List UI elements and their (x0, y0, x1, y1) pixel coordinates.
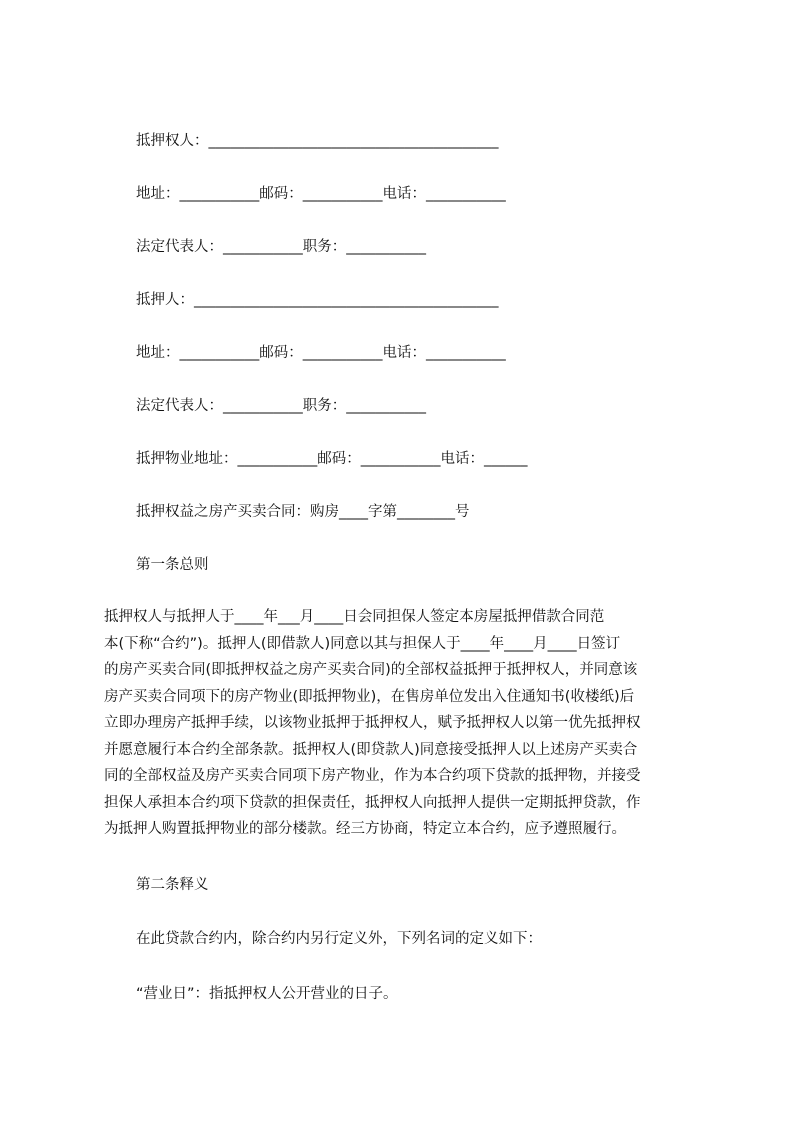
article1-line: 本(下称“合约”)。抵押人(即借款人)同意以其与担保人于____年____月____日签订 (104, 635, 621, 652)
article1-line: 担保人承担本合约项下贷款的担保责任，抵押权人向抵押人提供一定期抵押贷款，作 (104, 794, 641, 811)
property-address-field: 抵押物业地址：___________邮码：___________电话：______ (136, 451, 528, 467)
business-day-definition: “营业日”：指抵押权人公开营业的日子。 (136, 986, 398, 1002)
article2-intro: 在此贷款合约内，除合约内另行定义外，下列名词的定义如下： (136, 931, 542, 947)
article1-line: 为抵押人购置抵押物业的部分楼款。经三方协商，特定立本合约，应予遵照履行。 (104, 821, 626, 837)
article1-line: 房产买卖合同项下的房产物业(即抵押物业)，在售房单位发出入住通知书(收楼纸)后 (104, 688, 635, 705)
mortgagee-representative-field: 法定代表人：___________职务：___________ (136, 239, 426, 255)
mortgagee-field: 抵押权人：________________________________________ (136, 133, 499, 149)
article1-line: 抵押权人与抵押人于____年___月____日会同担保人签定本房屋抵押借款合同范 (104, 609, 605, 625)
article1-title: 第一条总则 (136, 557, 209, 573)
purchase-contract-field: 抵押权益之房产买卖合同：购房____字第________号 (136, 504, 470, 520)
mortgagor-field: 抵押人：__________________________________________ (136, 292, 499, 308)
article1-body (104, 604, 684, 843)
mortgagor-representative-field: 法定代表人：___________职务：___________ (136, 398, 426, 414)
article2-title: 第二条释义 (136, 877, 209, 893)
mortgagee-address-field: 地址：___________邮码：___________电话：___________ (136, 186, 506, 202)
article1-line: 的房产买卖合同(即抵押权益之房产买卖合同)的全部权益抵押于抵押权人，并同意该 (104, 662, 638, 678)
article1-line: 并愿意履行本合约全部条款。抵押权人(即贷款人)同意接受抵押人以上述房产买卖合 (104, 741, 638, 758)
mortgagor-address-field: 地址：___________邮码：___________电话：___________ (136, 345, 506, 361)
article1-line: 同的全部权益及房产买卖合同项下房产物业，作为本合约项下贷款的抵押物，并接受 (104, 768, 641, 784)
article1-line: 立即办理房产抵押手续，以该物业抵押于抵押权人，赋予抵押权人以第一优先抵押权 (104, 715, 641, 731)
